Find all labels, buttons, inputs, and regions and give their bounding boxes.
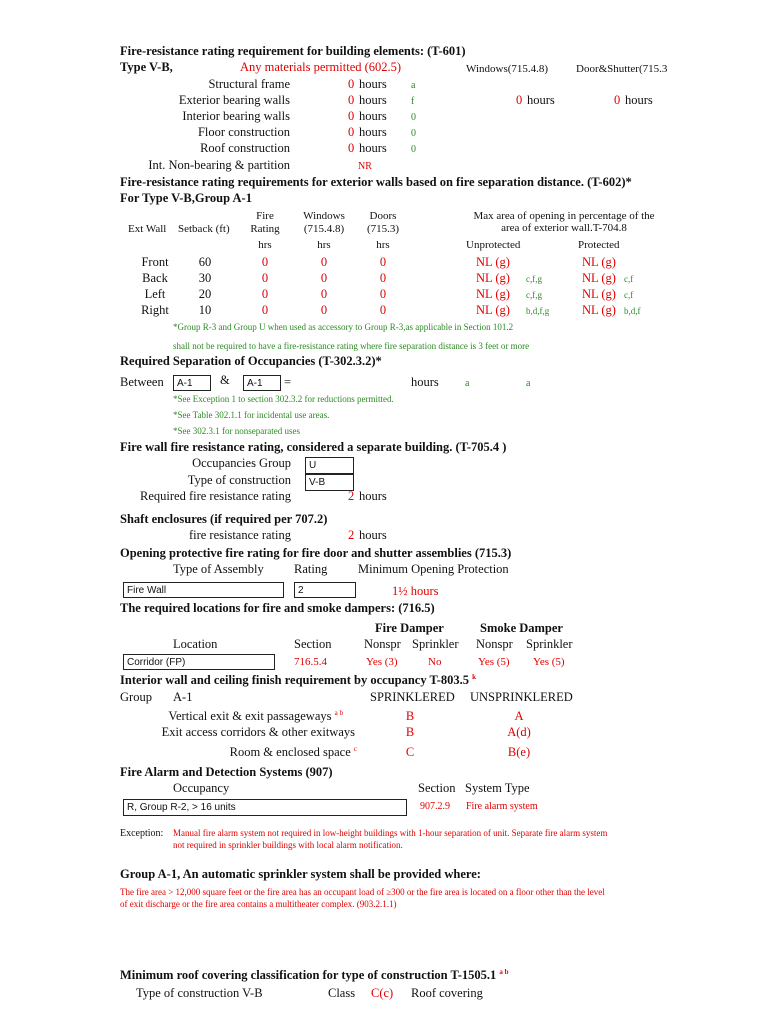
- t601-row-label: Floor construction: [197, 125, 290, 139]
- door-value: 0: [614, 93, 621, 107]
- col-extwall: Ext Wall: [128, 223, 167, 235]
- protected-value: NL (g): [582, 255, 616, 269]
- construction-type-select[interactable]: V-B: [305, 474, 354, 491]
- fd-spr-value: No: [428, 656, 442, 668]
- wall-name: Right: [141, 303, 169, 317]
- sd-sprinkler-label: Sprinkler: [526, 637, 573, 651]
- t803-heading-note: k: [472, 673, 477, 681]
- t302-note-1: *See Exception 1 to section 302.3.2 for reductions permitted.: [173, 394, 394, 404]
- alarm-occupancy-select[interactable]: R, Group R-2, > 16 units: [123, 799, 407, 816]
- required-rating-label: Required fire resistance rating: [140, 489, 291, 503]
- exception-text-1: Manual fire alarm system not required in low-height buildings with 1-hour separation of unit. Separate fire alarm system: [173, 828, 608, 838]
- protected-note: c,f: [624, 274, 634, 284]
- group-value: A-1: [173, 690, 193, 704]
- t601-row-value: 0: [348, 141, 355, 155]
- setback-value: 60: [198, 255, 212, 269]
- col-doors-ref: (715.3): [366, 223, 400, 235]
- unprotected-note: b,d,f,g: [526, 306, 550, 316]
- windows-value: 0: [320, 303, 328, 317]
- hrs-label: hrs: [376, 239, 390, 251]
- t601-row-note: f: [411, 96, 415, 107]
- alarm-system-value: Fire alarm system: [466, 801, 538, 812]
- col-setback: Setback (ft): [178, 223, 230, 235]
- max-area-label-2: area of exterior wall.T-704.8: [501, 222, 627, 234]
- max-area-label: Max area of opening in percentage of the: [473, 210, 655, 222]
- hours-label: hours: [359, 109, 387, 123]
- t601-row-note: 0: [411, 128, 416, 139]
- t705-heading: Fire wall fire resistance rating, considered a separate building. (T-705.4 ): [120, 440, 507, 454]
- sprinklered-value: C: [405, 745, 415, 759]
- unprotected-value: NL (g): [476, 271, 510, 285]
- t601-row-value: 0: [348, 125, 355, 139]
- windows-value: 0: [516, 93, 523, 107]
- unsprinklered-label: UNSPRINKLERED: [470, 690, 573, 704]
- protected-value: NL (g): [582, 271, 616, 285]
- between-label: Between: [120, 375, 164, 389]
- hours-label: hours: [359, 141, 387, 155]
- sprinkler-heading: Group A-1, An automatic sprinkler system shall be provided where:: [120, 867, 481, 881]
- doors-value: 0: [379, 303, 387, 317]
- t602-footnote-1: *Group R-3 and Group U when used as accessory to Group R-3,as applicable in Section 101.2: [173, 322, 514, 332]
- roof-type-label: Type of construction V-B: [136, 986, 263, 1000]
- hours-label: hours: [359, 489, 387, 503]
- setback-value: 30: [198, 271, 212, 285]
- col-unprotected: Unprotected: [466, 239, 521, 251]
- col-min-protection: Minimum Opening Protection: [358, 562, 509, 576]
- nonbearing-value: NR: [358, 161, 372, 172]
- t601-row-label: Structural frame: [208, 77, 290, 91]
- roof-heading: Minimum roof covering classification for type of construction T-1505.1 $^{a b}$: [120, 968, 509, 983]
- hours-label: hours: [359, 93, 387, 107]
- fd-nonspr-label: Nonspr: [364, 637, 401, 651]
- construction-type-label: Type of construction: [187, 473, 291, 487]
- col-rating: Rating: [294, 562, 328, 576]
- col-section: Section: [418, 781, 456, 795]
- t302-heading: Required Separation of Occupancies (T-302.3.2)*: [120, 354, 382, 368]
- t601-row-note: a: [411, 80, 416, 91]
- t803-heading: Interior wall and ceiling finish requirement by occupancy T-803.5 $^k$: [120, 673, 477, 688]
- protected-value: NL (g): [582, 287, 616, 301]
- construction-type: Type V-B,: [120, 60, 173, 74]
- t601-row-label: Interior bearing walls: [182, 109, 290, 123]
- fire-rating-value: 0: [261, 255, 269, 269]
- finish-row-note: c: [353, 745, 357, 753]
- hours-label: hours: [411, 375, 439, 389]
- equals-sign: =: [284, 375, 292, 389]
- assembly-type-select[interactable]: Fire Wall: [123, 582, 284, 598]
- col-occupancy: Occupancy: [173, 781, 230, 795]
- unprotected-value: NL (g): [476, 303, 510, 317]
- finish-row-label: Vertical exit & exit passageways $^{a b}$: [168, 709, 343, 724]
- doors-value: 0: [379, 271, 387, 285]
- exception-label: Exception:: [120, 828, 164, 839]
- hrs-label: hrs: [258, 239, 272, 251]
- col-fire: Fire: [256, 210, 274, 222]
- sprinkler-text-1: The fire area > 12,000 square feet or the fire area has an occupant load of ≥300 or the fire area is located on a floor other than the level: [120, 887, 605, 897]
- unsprinklered-value: B(e): [507, 745, 531, 759]
- sprinklered-value: B: [405, 725, 415, 739]
- ampersand: &: [220, 373, 230, 387]
- materials-permitted: Any materials permitted (602.5): [240, 60, 402, 74]
- t601-row-value: 0: [348, 93, 355, 107]
- windows-value: 0: [320, 287, 328, 301]
- windows-label: Windows(715.4.8): [466, 63, 549, 75]
- col-type-assembly: Type of Assembly: [173, 562, 264, 576]
- t601-row-value: 0: [348, 109, 355, 123]
- col-system-type: System Type: [465, 781, 530, 795]
- protected-note: c,f: [624, 290, 634, 300]
- t302-note-2: *See Table 302.1.1 for incidental use areas.: [173, 410, 330, 420]
- t601-row-label: Exterior bearing walls: [178, 93, 290, 107]
- col-section: Section: [294, 637, 332, 651]
- exception-text-2: not required in sprinkler buildings with local alarm notification.: [173, 840, 403, 850]
- col-doors: Doors: [369, 210, 397, 222]
- col-windows: Windows: [303, 210, 345, 222]
- sprinklered-label: SPRINKLERED: [370, 690, 455, 704]
- unsprinklered-value: A: [514, 709, 524, 723]
- fd-nonspr-value: Yes (3): [366, 656, 398, 668]
- separation-note: a: [526, 378, 531, 389]
- windows-value: 0: [320, 271, 328, 285]
- setback-value: 10: [198, 303, 212, 317]
- min-protection-value: 1½ hours: [392, 584, 439, 598]
- finish-row-label: Room & enclosed space $^c$: [229, 745, 357, 760]
- separation-note: a: [465, 378, 470, 389]
- roof-class-label: Class: [328, 986, 356, 1000]
- col-protected: Protected: [578, 239, 620, 251]
- hours-label: hours: [527, 93, 555, 107]
- rating-select[interactable]: 2: [294, 582, 356, 598]
- dampers-heading: The required locations for fire and smoke dampers: (716.5): [120, 601, 435, 615]
- t602-subheading: For Type V-B,Group A-1: [120, 191, 252, 205]
- t601-row-value: 0: [348, 77, 355, 91]
- fire-rating-value: 0: [261, 287, 269, 301]
- doors-value: 0: [379, 255, 387, 269]
- occupancy-select-2[interactable]: A-1: [243, 375, 281, 391]
- roof-heading-note: a b: [499, 968, 509, 976]
- unprotected-note: c,f,g: [526, 274, 542, 284]
- t601-row-note: 0: [411, 112, 416, 123]
- wall-name: Left: [144, 287, 166, 301]
- wall-name: Back: [142, 271, 168, 285]
- protected-note: b,d,f: [624, 306, 641, 316]
- unprotected-note: c,f,g: [526, 290, 542, 300]
- damper-section-value: 716.5.4: [294, 656, 327, 668]
- damper-location-select[interactable]: Corridor (FP): [123, 654, 275, 670]
- hrs-label: hrs: [317, 239, 331, 251]
- finish-row-label: Exit access corridors & other exitways: [161, 725, 355, 739]
- finish-row-note: a b: [334, 709, 343, 717]
- occ-group-label: Occupancies Group: [192, 456, 291, 470]
- sd-spr-value: Yes (5): [533, 656, 565, 668]
- nonbearing-label: Int. Non-bearing & partition: [148, 158, 290, 172]
- sd-nonspr-value: Yes (5): [478, 656, 510, 668]
- alarm-section-value: 907.2.9: [420, 801, 450, 812]
- t601-row-note: 0: [411, 144, 416, 155]
- t601-row-label: Roof construction: [200, 141, 290, 155]
- fire-rating-value: 0: [261, 271, 269, 285]
- roof-covering-label: Roof covering: [411, 986, 483, 1000]
- group-label: Group: [120, 690, 152, 704]
- windows-value: 0: [320, 255, 328, 269]
- opening-heading: Opening protective fire rating for fire door and shutter assemblies (715.3): [120, 546, 512, 560]
- unprotected-value: NL (g): [476, 255, 510, 269]
- wall-name: Front: [141, 255, 169, 269]
- unsprinklered-value: A(d): [507, 725, 531, 739]
- smoke-damper-label: Smoke Damper: [480, 621, 563, 635]
- required-rating-value: 2: [348, 489, 355, 503]
- hours-label: hours: [359, 77, 387, 91]
- hours-label: hours: [359, 125, 387, 139]
- col-windows-ref: (715.4.8): [303, 223, 345, 235]
- setback-value: 20: [198, 287, 212, 301]
- shaft-rating-value: 2: [348, 528, 355, 542]
- door-shutter-label: Door&Shutter(715.3: [576, 63, 668, 75]
- t302-note-3: *See 302.3.1 for nonseparated uses: [173, 426, 300, 436]
- hours-label: hours: [359, 528, 387, 542]
- sprinklered-value: B: [405, 709, 415, 723]
- sd-nonspr-label: Nonspr: [476, 637, 513, 651]
- shaft-heading: Shaft enclosures (if required per 707.2): [120, 512, 328, 526]
- occupancy-select-1[interactable]: A-1: [173, 375, 211, 391]
- col-rating: Rating: [250, 223, 280, 235]
- hours-label: hours: [625, 93, 653, 107]
- roof-class-value: C(c): [371, 986, 394, 1000]
- protected-value: NL (g): [582, 303, 616, 317]
- unprotected-value: NL (g): [476, 287, 510, 301]
- fire-rating-value: 0: [261, 303, 269, 317]
- shaft-rating-label: fire resistance rating: [188, 528, 291, 542]
- fire-damper-label: Fire Damper: [375, 621, 444, 635]
- t602-heading: Fire-resistance rating requirements for exterior walls based on fire separation distance. (T-602)*: [120, 175, 632, 189]
- doors-value: 0: [379, 287, 387, 301]
- alarm-heading: Fire Alarm and Detection Systems (907): [120, 765, 333, 779]
- occ-group-select[interactable]: U: [305, 457, 354, 474]
- fd-sprinkler-label: Sprinkler: [412, 637, 459, 651]
- col-location: Location: [173, 637, 218, 651]
- t602-footnote-2: shall not be required to have a fire-resistance rating where fire separation distance is 3 feet or more: [173, 341, 530, 351]
- t601-heading: Fire-resistance rating requirement for building elements: (T-601): [120, 44, 466, 58]
- sprinkler-text-2: of exit discharge or the fire area contains a multitheater complex. (903.2.1.1): [120, 899, 397, 909]
